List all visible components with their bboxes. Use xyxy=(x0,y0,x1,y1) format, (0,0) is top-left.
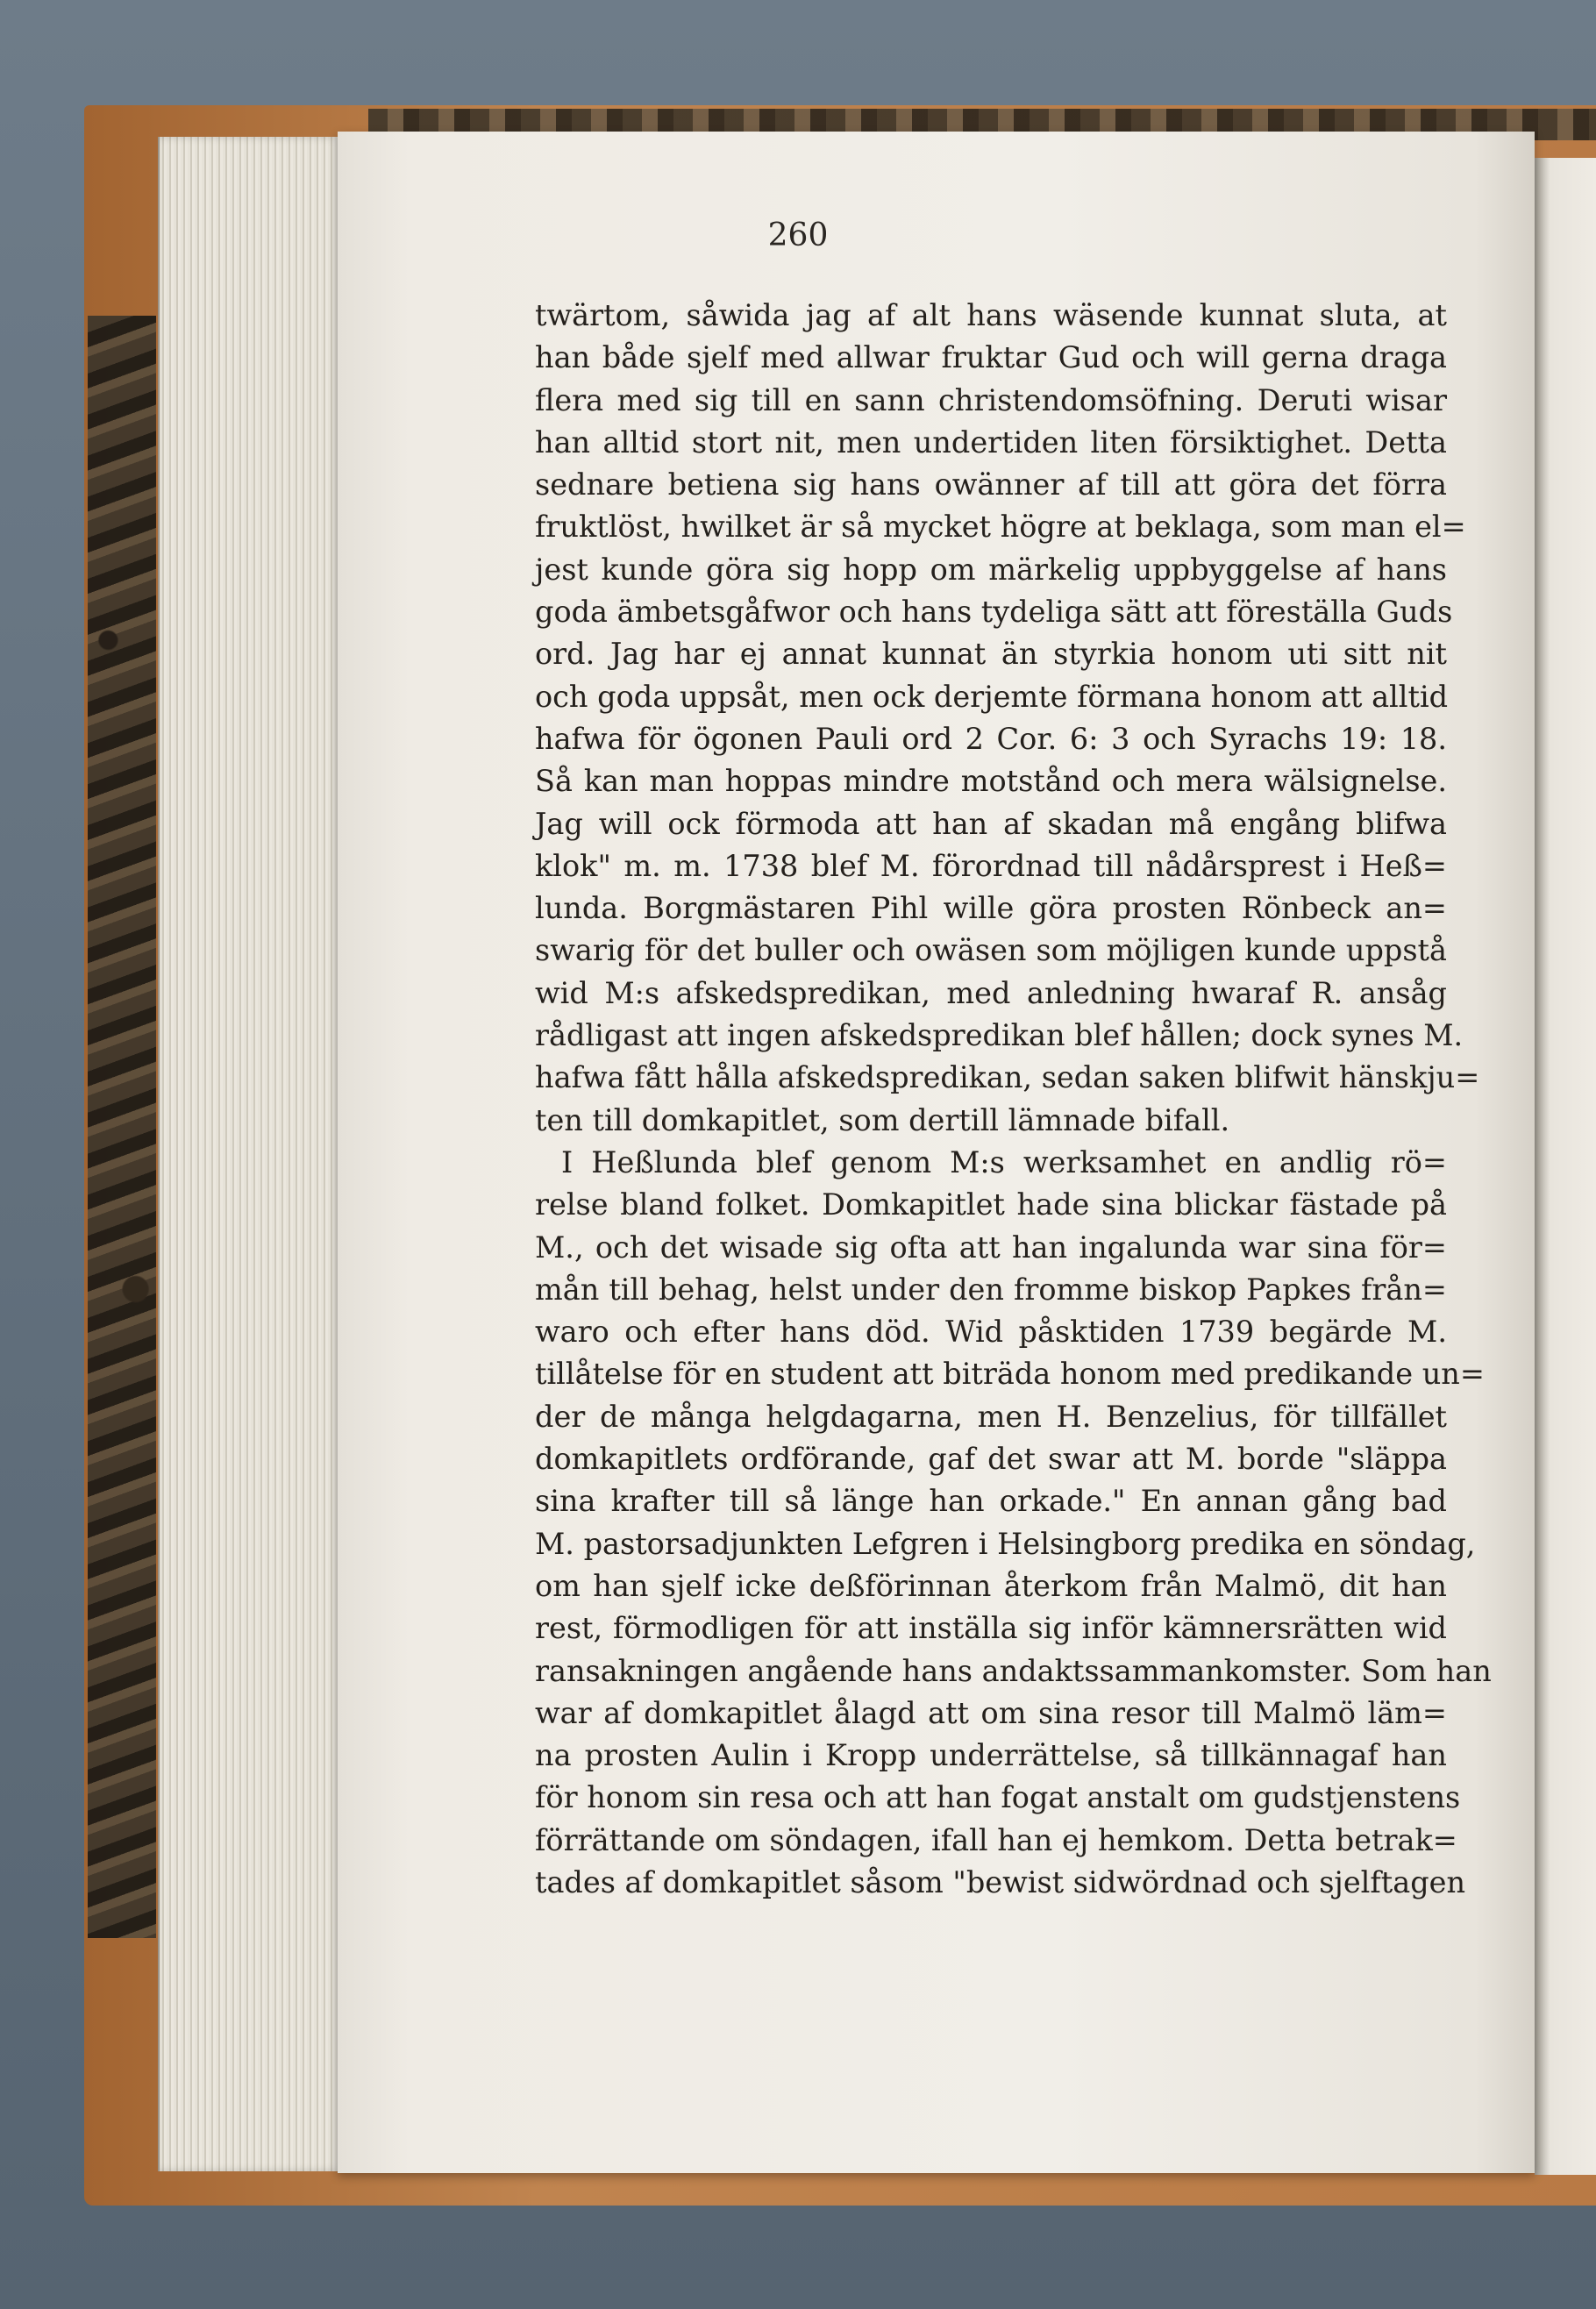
text-line: swarig för det buller och owäsen som möjligen kunde uppstå xyxy=(535,933,1447,968)
text-line: war af domkapitlet ålagd att om sina resor till Malmö läm= xyxy=(535,1695,1447,1730)
text-line: wid M:s afskedspredikan, med anledning hwaraf R. ansåg xyxy=(535,975,1447,1010)
text-line: klok" m. m. 1738 blef M. förordnad till nådårsprest i Heß= xyxy=(535,848,1447,883)
text-line: Jag will ock förmoda att han af skadan må engång blifwa xyxy=(535,806,1447,841)
text-line: na prosten Aulin i Kropp underrättelse, så tillkännagaf han xyxy=(535,1738,1447,1773)
text-line: om han sjelf icke deßförinnan återkom från Malmö, dit han xyxy=(535,1568,1447,1603)
text-line: hafwa fått hålla afskedspredikan, sedan saken blifwit hänskju= xyxy=(535,1060,1480,1095)
text-line: M. pastorsadjunkten Lefgren i Helsingborg predika en söndag, xyxy=(535,1526,1476,1561)
text-line: lunda. Borgmästaren Pihl wille göra prosten Rönbeck an= xyxy=(535,891,1447,926)
text-line: mån till behag, helst under den fromme biskop Papkes från= xyxy=(535,1272,1447,1307)
text-line: hafwa för ögonen Pauli ord 2 Cor. 6: 3 och Syrachs 19: 18. xyxy=(535,721,1447,756)
cover-marbled-spine xyxy=(88,316,156,1938)
text-line: och goda uppsåt, men ock derjemte förmana honom att alltid xyxy=(535,679,1449,714)
text-line: han både sjelf med allwar fruktar Gud och will gerna draga xyxy=(535,340,1447,375)
text-line: fruktlöst, hwilket är så mycket högre at beklaga, som man el= xyxy=(535,510,1466,545)
text-line: jest kunde göra sig hopp om märkelig uppbyggelse af hans xyxy=(535,552,1447,587)
text-line: rådligast att ingen afskedspredikan blef hållen; dock synes M. xyxy=(535,1018,1464,1053)
text-line: goda ämbetsgåfwor och hans tydeliga sätt att föreställa Guds xyxy=(535,595,1453,630)
page-edges xyxy=(158,137,344,2171)
text-line: ord. Jag har ej annat kunnat än styrkia honom uti sitt nit xyxy=(535,637,1447,672)
text-line: Så kan man hoppas mindre motstånd och mera wälsignelse. xyxy=(535,764,1447,799)
text-line: domkapitlets ordförande, gaf det swar att M. borde "släppa xyxy=(535,1442,1447,1477)
text-line: twärtom, såwida jag af alt hans wäsende kunnat sluta, at xyxy=(535,298,1447,332)
body-text xyxy=(535,295,1492,1904)
text-line: sina krafter till så länge han orkade." En annan gång bad xyxy=(535,1484,1447,1519)
text-line: sednare betiena sig hans owänner af till att göra det förra xyxy=(535,467,1447,502)
text-line: der de många helgdagarna, men H. Benzelius, för tillfället xyxy=(535,1399,1447,1434)
facing-page-edge xyxy=(1535,158,1596,2175)
page-number: 260 xyxy=(767,217,829,253)
text-line: ransakningen angående hans andaktssammankomster. Som han xyxy=(535,1653,1492,1688)
text-line: tades af domkapitlet såsom "bewist sidwördnad och sjelftagen xyxy=(535,1864,1466,1899)
text-line: förrättande om söndagen, ifall han ej hemkom. Detta betrak= xyxy=(535,1822,1457,1857)
text-line: I Heßlunda blef genom M:s werksamhet en andlig rö= xyxy=(561,1144,1447,1179)
text-line: ten till domkapitlet, som dertill lämnade bifall. xyxy=(535,1102,1230,1137)
text-line: för honom sin resa och att han fogat anstalt om gudstjenstens xyxy=(535,1780,1461,1815)
text-line: relse bland folket. Domkapitlet hade sina blickar fästade på xyxy=(535,1187,1447,1222)
text-line: flera med sig till en sann christendomsöfning. Deruti wisar xyxy=(535,382,1447,417)
text-line: tillåtelse för en student att biträda honom med predikande un= xyxy=(535,1357,1485,1392)
text-line: rest, förmodligen för att inställa sig inför kämnersrätten wid xyxy=(535,1611,1447,1646)
text-line: waro och efter hans död. Wid påsktiden 1739 begärde M. xyxy=(535,1315,1447,1350)
text-line: han alltid stort nit, men undertiden liten försiktighet. Detta xyxy=(535,424,1447,460)
text-line: M., och det wisade sig ofta att han ingalunda war sina för= xyxy=(535,1229,1447,1265)
